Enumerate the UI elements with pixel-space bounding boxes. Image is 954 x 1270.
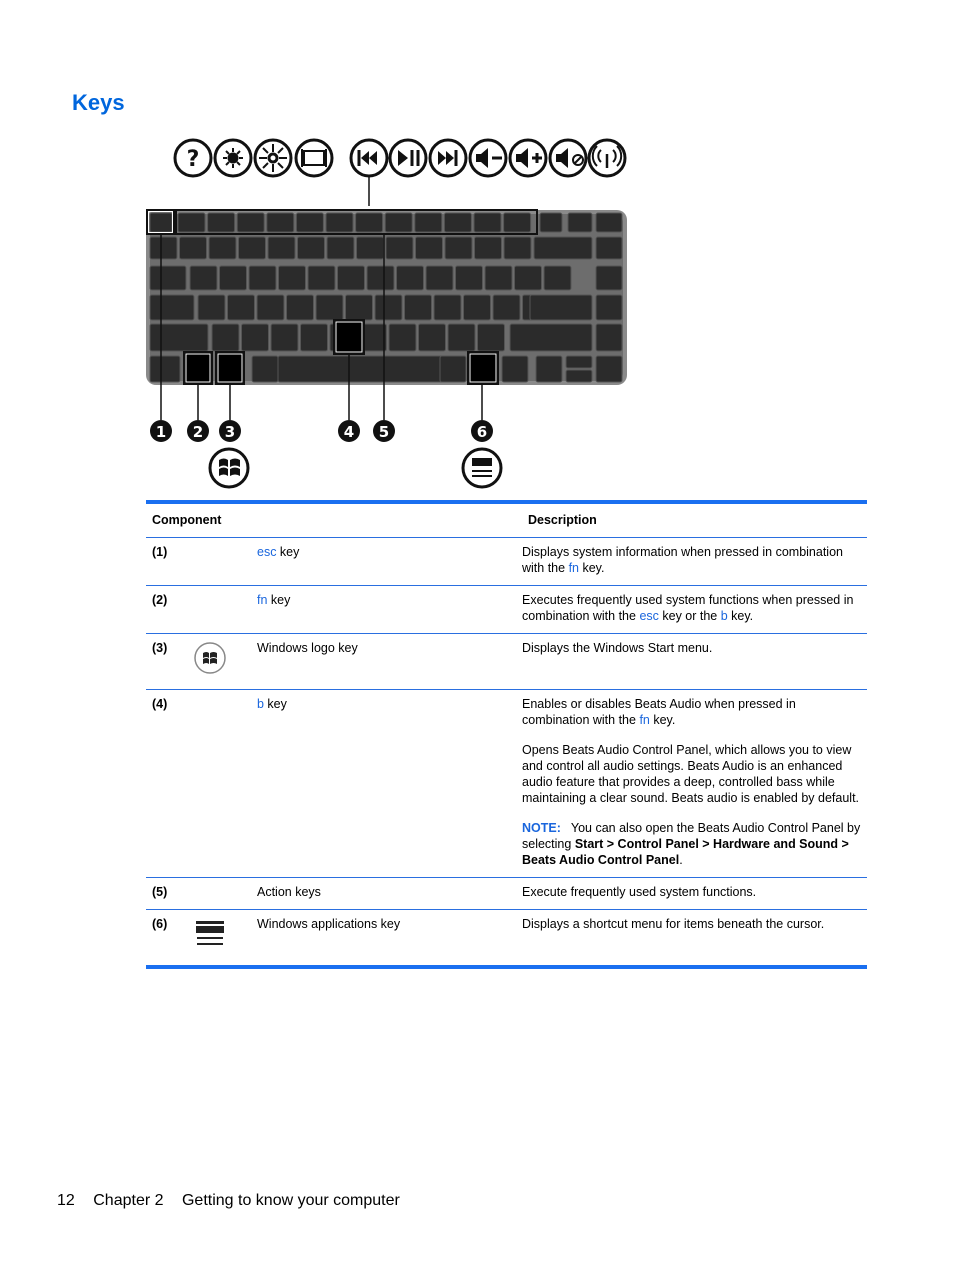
keyboard-key — [298, 237, 325, 259]
keyboard-key — [493, 295, 520, 320]
callout-label: 5 — [378, 423, 390, 441]
callout-6 — [471, 420, 493, 442]
esc-link[interactable]: esc — [257, 545, 277, 559]
chapter-label: Chapter 2 — [93, 1192, 164, 1209]
keyboard-key — [271, 324, 298, 351]
windows-logo-icon — [192, 640, 228, 676]
note-label: NOTE: — [522, 821, 561, 835]
keyboard-key — [252, 356, 278, 382]
row-icon-cell — [192, 592, 257, 624]
b-link[interactable]: b — [720, 609, 728, 623]
row-number: (6) — [152, 917, 168, 931]
keyboard-key — [596, 213, 622, 232]
keyboard-key — [596, 356, 622, 382]
keyboard-key — [237, 213, 264, 232]
keyboard-key — [386, 237, 413, 259]
keyboard-key — [287, 295, 314, 320]
applications-key-highlight — [468, 352, 498, 384]
keyboard-key — [357, 237, 384, 259]
keyboard-key — [474, 213, 501, 232]
volume-up-icon — [510, 140, 546, 176]
row-description: Execute frequently used system functions. — [522, 885, 757, 899]
keyboard-key — [456, 266, 483, 290]
table-row — [146, 586, 867, 634]
row-description: Displays a shortcut menu for items beneath the cursor. — [522, 917, 825, 931]
callout-5 — [373, 420, 395, 442]
previous-track-icon — [351, 140, 387, 176]
keyboard-key — [228, 295, 255, 320]
keyboard-key — [178, 213, 205, 232]
keyboard-key — [279, 266, 306, 290]
row-icon-cell — [192, 544, 257, 576]
brightness-down-icon — [215, 140, 251, 176]
b-link[interactable]: b — [257, 697, 264, 711]
keyboard-key — [530, 295, 592, 320]
note: NOTE: You can also open the Beats Audio Control Panel by selecting Start > Control Panel > Hardware and Sound > Beats Audio Control Panel. — [522, 821, 861, 867]
keyboard-key — [566, 370, 592, 382]
page-footer — [57, 1192, 414, 1210]
row-description: Enables or disables Beats Audio when pressed in combination with the fn key. Opens Beats Audio Control Panel, which allows you to view and control all audio settings. Beats Audio is an enhanced audio feature that provides a deep, controlled bass while maintaining a clear sound. Beats audio is enabled by default. NOTE: You can also open the Beats Audio Control Panel by selecting Start > Control Panel > Hardware and Sound > Beats Audio Control Panel. — [522, 697, 861, 867]
callout-label: 2 — [192, 423, 204, 441]
mute-icon — [550, 140, 586, 176]
keyboard-key — [596, 324, 622, 351]
keyboard-key — [544, 266, 571, 290]
row-component: esc key — [257, 545, 300, 559]
keyboard-key — [220, 266, 247, 290]
row-description: Executes frequently used system functions when pressed in combination with the esc key or the b key. — [522, 593, 854, 623]
row-description: Displays system information when pressed in combination with the fn key. — [522, 545, 843, 575]
keyboard-key — [448, 324, 475, 351]
windows-key-highlight — [216, 352, 244, 384]
keyboard-key — [596, 295, 622, 320]
page-number: 12 — [57, 1192, 75, 1209]
row-description: Displays the Windows Start menu. — [522, 641, 713, 655]
play-pause-icon — [390, 140, 426, 176]
row-component: Action keys — [257, 885, 321, 899]
keyboard-key — [267, 213, 294, 232]
b-key-highlight — [334, 320, 364, 354]
row-component: Windows logo key — [257, 641, 358, 655]
callout-3 — [219, 420, 241, 442]
keyboard-key — [540, 213, 562, 232]
page-title: Keys — [72, 90, 125, 115]
fn-key-highlight — [184, 352, 212, 384]
fn-link[interactable]: fn — [257, 593, 268, 607]
row-component: Windows applications key — [257, 917, 401, 931]
keyboard-key — [534, 237, 592, 259]
keyboard-key — [445, 237, 472, 259]
keyboard-key — [596, 266, 622, 290]
windows-applications-icon — [192, 916, 228, 952]
keyboard-key — [308, 266, 335, 290]
row-icon-cell — [192, 884, 257, 900]
keyboard-key — [249, 266, 276, 290]
keyboard-key — [419, 324, 446, 351]
wireless-icon — [589, 140, 625, 176]
display-switch-icon — [296, 140, 332, 176]
keyboard-key — [209, 237, 236, 259]
keyboard-key — [326, 213, 353, 232]
keyboard-key — [327, 237, 354, 259]
keyboard-key — [464, 295, 491, 320]
keyboard-key — [316, 295, 343, 320]
row-icon-cell — [192, 916, 257, 956]
row-component: fn key — [257, 593, 291, 607]
keyboard-key — [239, 237, 266, 259]
keyboard-key — [150, 295, 194, 320]
header-component: Component — [152, 513, 222, 527]
keyboard-key — [536, 356, 562, 382]
keyboard-key — [478, 324, 505, 351]
keyboard-key — [150, 324, 208, 351]
row-icon-cell — [192, 696, 257, 868]
keyboard-key — [338, 266, 365, 290]
keyboard-key — [504, 237, 531, 259]
table-header — [146, 504, 867, 538]
row-number: (5) — [152, 885, 168, 899]
callout-label: 6 — [476, 423, 488, 441]
keyboard-key — [150, 237, 177, 259]
esc-link[interactable]: esc — [639, 609, 659, 623]
keyboard-key — [301, 324, 328, 351]
keyboard-key — [510, 324, 592, 351]
keyboard-key — [566, 356, 592, 368]
callout-label: 1 — [155, 423, 167, 441]
callout-1 — [150, 420, 172, 442]
table-row — [146, 538, 867, 586]
keyboard-key — [278, 356, 460, 382]
component-table — [146, 500, 867, 969]
row-icon-cell — [192, 640, 257, 680]
table-row — [146, 878, 867, 910]
keyboard-key — [475, 237, 502, 259]
keyboard-key — [150, 213, 172, 232]
callout-4 — [338, 420, 360, 442]
keyboard-key — [504, 213, 531, 232]
row-number: (2) — [152, 593, 168, 607]
keyboard-key — [440, 356, 466, 382]
keyboard-key — [242, 324, 269, 351]
volume-down-icon — [470, 140, 506, 176]
header-description: Description — [528, 513, 597, 527]
keyboard-key — [150, 266, 186, 290]
keyboard-key — [416, 237, 443, 259]
table-row — [146, 690, 867, 878]
keyboard-key — [485, 266, 512, 290]
table-row — [146, 910, 867, 965]
keyboard-key — [444, 213, 471, 232]
keyboard-key — [296, 213, 323, 232]
chapter-title: Getting to know your computer — [181, 1192, 400, 1209]
table-row — [146, 634, 867, 690]
next-track-icon — [430, 140, 466, 176]
keyboard-key — [434, 295, 461, 320]
keyboard-key — [385, 213, 412, 232]
keyboard-key — [150, 356, 180, 382]
keyboard-illustration — [140, 130, 640, 495]
keyboard-key — [515, 266, 542, 290]
keyboard-key — [257, 295, 284, 320]
keyboard-key — [180, 237, 207, 259]
keyboard-key — [190, 266, 217, 290]
windows-applications-icon — [463, 449, 501, 487]
keyboard-key — [389, 324, 416, 351]
keyboard-key — [198, 295, 225, 320]
svg-text:?: ? — [186, 147, 200, 172]
table-bottom-rule — [146, 965, 867, 969]
keyboard-key — [568, 213, 592, 232]
help-icon — [175, 140, 211, 176]
keyboard-key — [356, 213, 383, 232]
fn-link[interactable]: fn — [568, 561, 579, 575]
keyboard-key — [375, 295, 402, 320]
row-number: (1) — [152, 545, 168, 559]
callout-label: 4 — [343, 423, 355, 441]
callout-2 — [187, 420, 209, 442]
keyboard-figure — [140, 130, 640, 495]
keyboard-key — [426, 266, 453, 290]
keyboard-key — [208, 213, 235, 232]
windows-logo-icon — [210, 449, 248, 487]
callout-label: 3 — [224, 423, 236, 441]
keyboard-key — [397, 266, 424, 290]
keyboard-key — [415, 213, 442, 232]
brightness-up-icon — [255, 140, 291, 176]
keyboard-key — [268, 237, 295, 259]
keyboard-key — [367, 266, 394, 290]
keyboard-key — [502, 356, 528, 382]
keyboard-key — [596, 237, 622, 259]
keyboard-key — [405, 295, 432, 320]
row-component: b key — [257, 697, 287, 711]
fn-link[interactable]: fn — [639, 713, 650, 727]
keyboard-key — [212, 324, 239, 351]
keyboard-key — [346, 295, 373, 320]
row-number: (4) — [152, 697, 168, 711]
row-number: (3) — [152, 641, 168, 655]
